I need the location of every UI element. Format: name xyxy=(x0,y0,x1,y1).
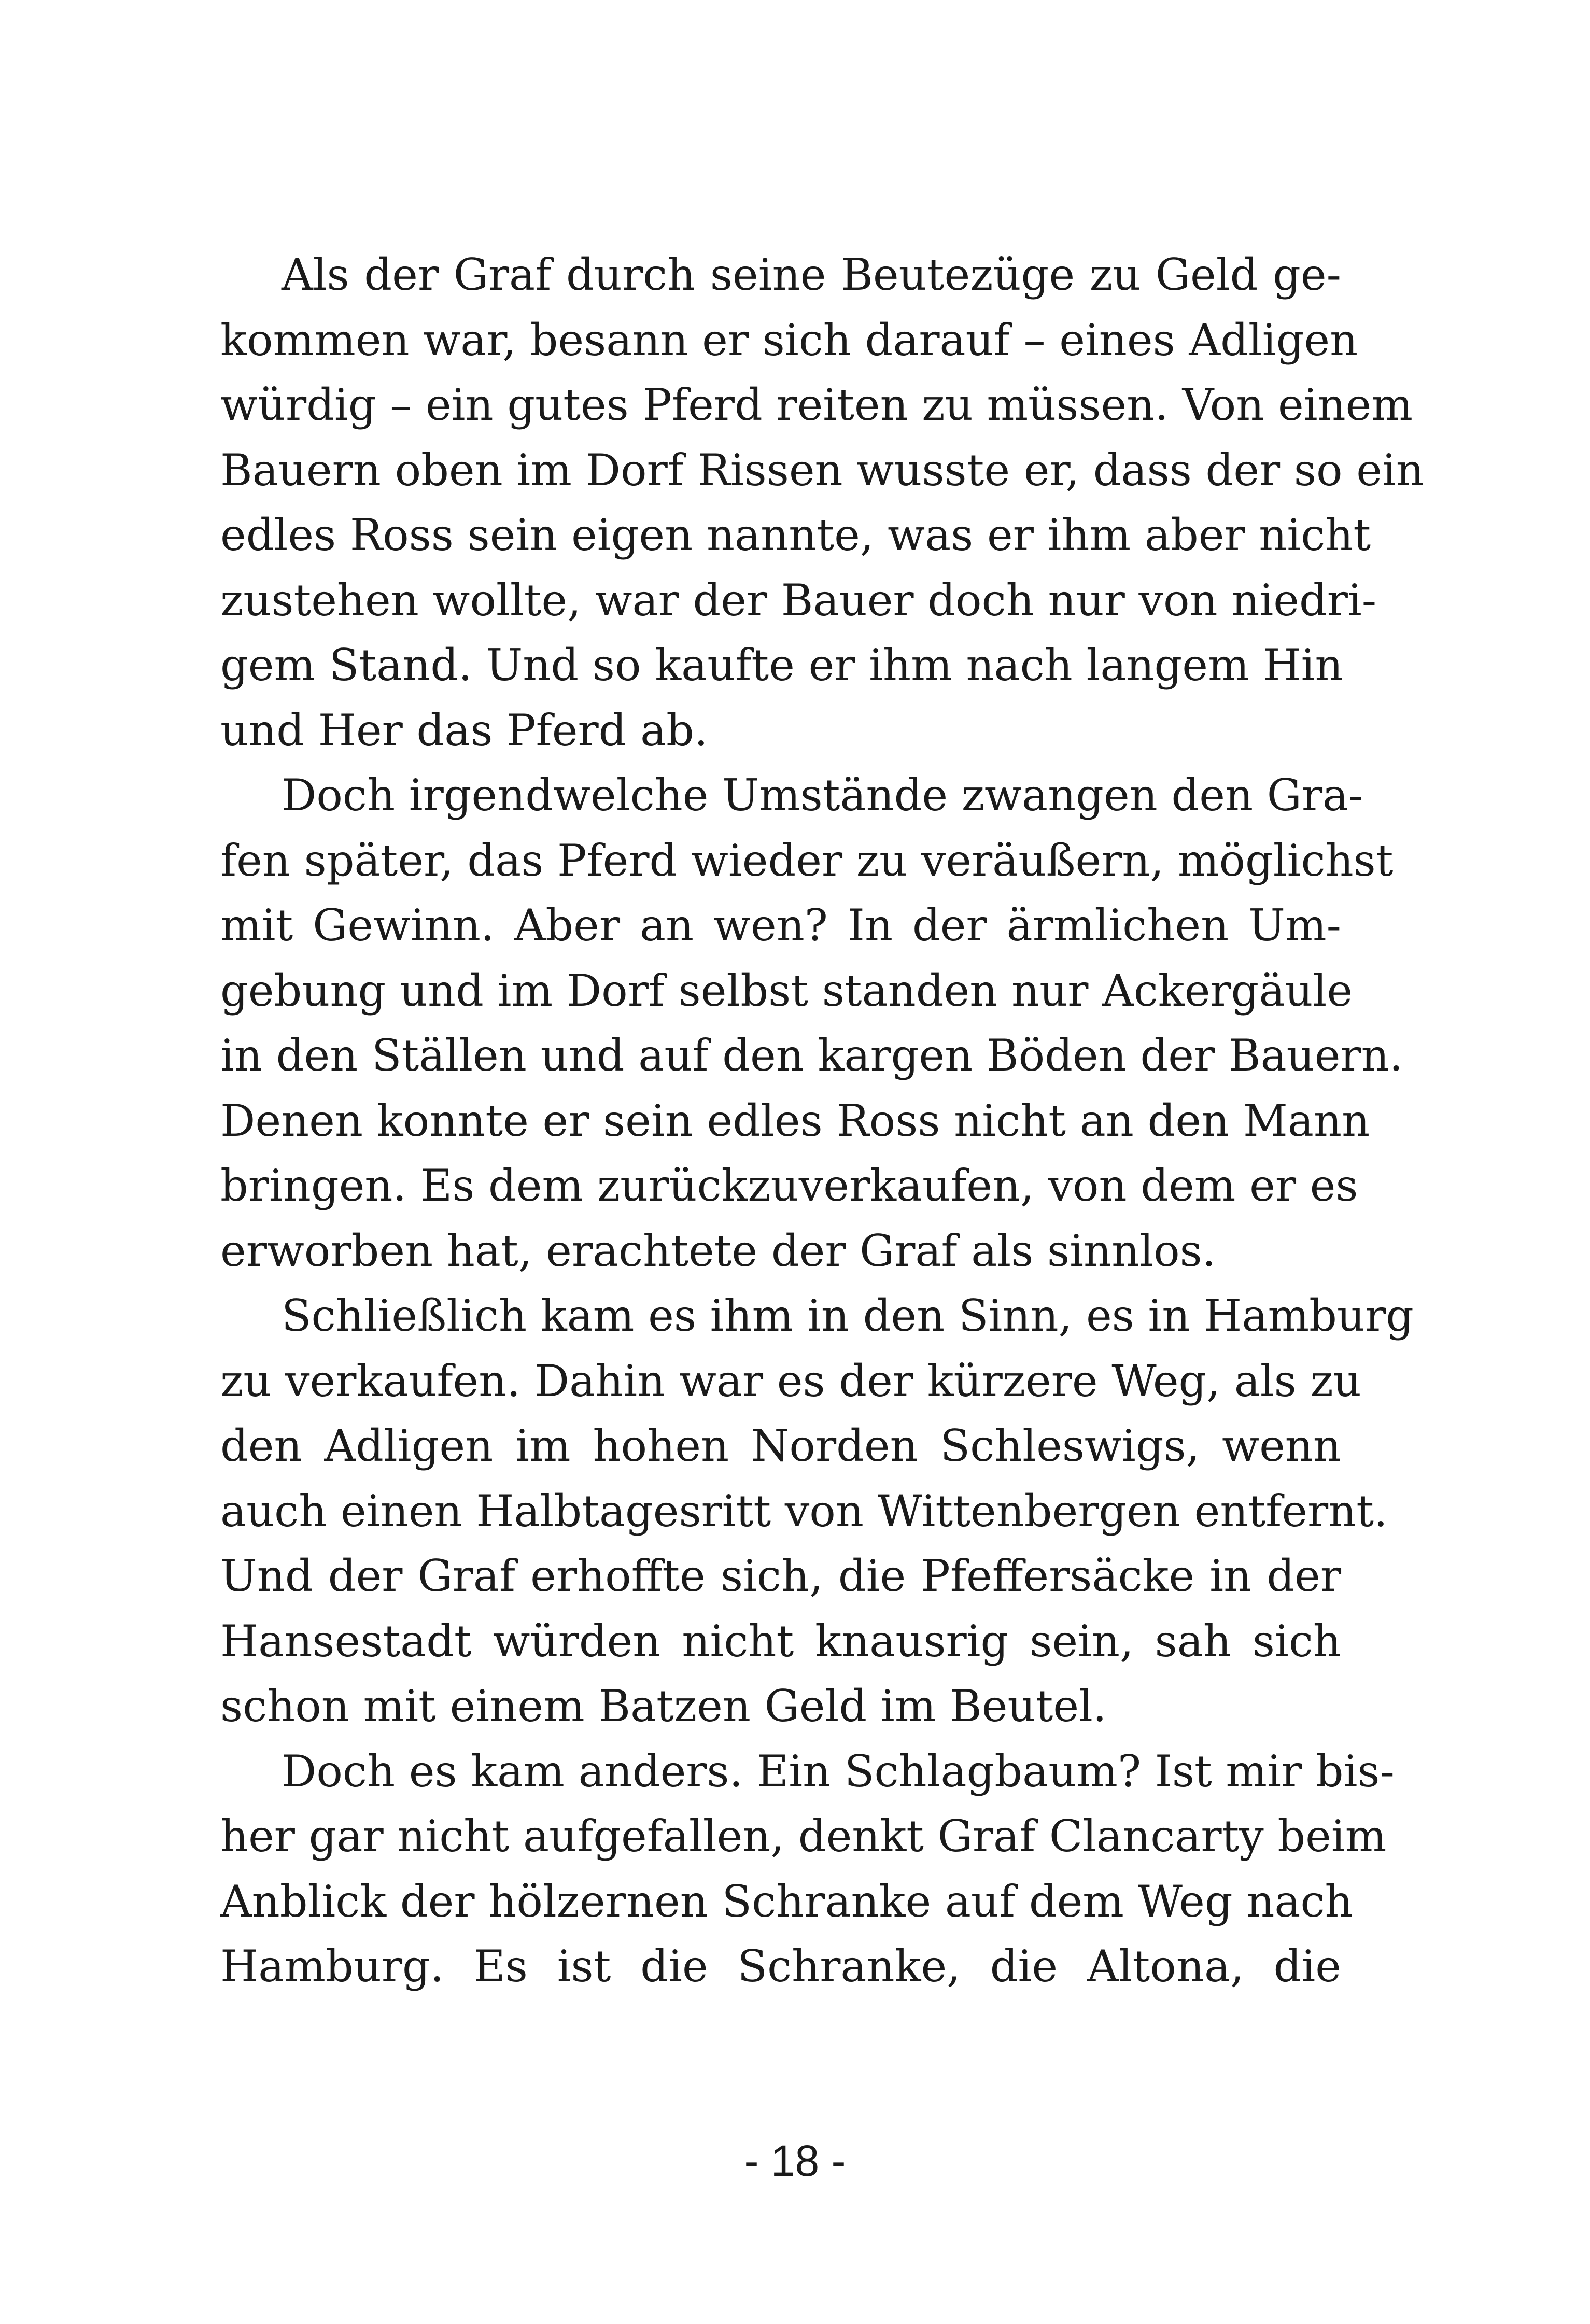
paragraph-4 xyxy=(220,1739,1395,1999)
paragraph-3 xyxy=(220,1284,1414,1739)
text-line: Doch irgendwelche Umstände zwangen den Gra- xyxy=(282,770,1363,821)
text-line: Hamburg. Es ist die Schranke, die Altona, die xyxy=(220,1941,1341,1992)
text-line: bringen. Es dem zurückzuverkaufen, von dem er es xyxy=(220,1160,1358,1211)
text-line: zustehen wollte, war der Bauer doch nur von niedri- xyxy=(220,574,1377,626)
text-line: würdig – ein gutes Pferd reiten zu müssen. Von einem xyxy=(220,379,1413,430)
text-line: Als der Graf durch seine Beutezüge zu Geld ge- xyxy=(282,249,1341,300)
text-line: edles Ross sein eigen nannte, was er ihm aber nicht xyxy=(220,510,1371,560)
body-text xyxy=(220,243,1424,1999)
text-line: kommen war, besann er sich darauf – eines Adligen xyxy=(220,314,1358,365)
text-line: in den Ställen und auf den kargen Böden der Bauern. xyxy=(220,1030,1403,1081)
text-line: gem Stand. Und so kaufte er ihm nach langem Hin xyxy=(220,640,1343,691)
text-line: erworben hat, erachtete der Graf als sinnlos. xyxy=(220,1225,1216,1276)
text-line: fen später, das Pferd wieder zu veräußern, möglichst xyxy=(220,835,1394,886)
text-line: mit Gewinn. Aber an wen? In der ärmlichen Um- xyxy=(220,900,1341,951)
text-line: gebung und im Dorf selbst standen nur Ackergäule xyxy=(220,965,1353,1016)
text-line: Und der Graf erhoffte sich, die Pfeffersäcke in der xyxy=(220,1551,1341,1601)
text-line: Doch es kam anders. Ein Schlagbaum? Ist mir bis- xyxy=(282,1745,1395,1797)
text-line: Bauern oben im Dorf Rissen wusste er, dass der so ein xyxy=(220,444,1424,496)
text-line: Anblick der hölzernen Schranke auf dem Weg nach xyxy=(220,1876,1353,1927)
text-line: auch einen Halbtagesritt von Wittenbergen entfernt. xyxy=(220,1485,1388,1537)
text-line: den Adligen im hohen Norden Schleswigs, wenn xyxy=(220,1420,1341,1471)
text-line: zu verkaufen. Dahin war es der kürzere Weg, als zu xyxy=(220,1355,1361,1406)
text-line: Denen konnte er sein edles Ross nicht an den Mann xyxy=(220,1095,1370,1146)
text-line: her gar nicht aufgefallen, denkt Graf Clancarty beim xyxy=(220,1811,1387,1862)
paragraph-2 xyxy=(220,763,1403,1284)
paragraph-1 xyxy=(220,243,1424,763)
text-line: Schließlich kam es ihm in den Sinn, es in Hamburg xyxy=(282,1290,1414,1341)
page-number: - 18 - xyxy=(744,2136,846,2185)
text-line: und Her das Pferd ab. xyxy=(220,705,708,756)
text-line: Hansestadt würden nicht knausrig sein, sah sich xyxy=(220,1615,1341,1667)
text-line: schon mit einem Batzen Geld im Beutel. xyxy=(220,1681,1107,1731)
